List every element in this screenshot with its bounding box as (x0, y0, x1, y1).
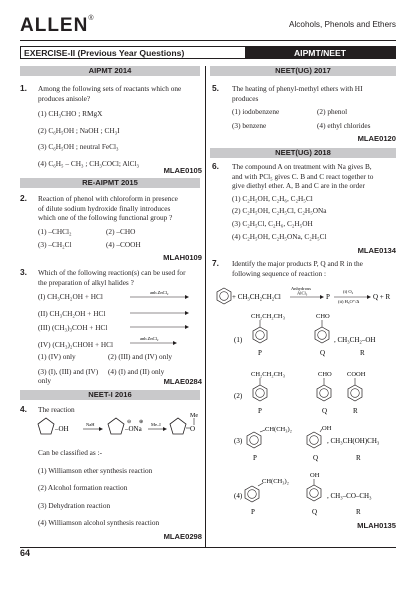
option: (1) Williamson ether synthesis reaction (38, 465, 153, 475)
svg-text:OH: OH (322, 425, 332, 432)
cyclopentane-ring (108, 418, 124, 434)
option: (4) ethyl chlorides (317, 120, 371, 130)
svg-text:AlCl₃: AlCl₃ (297, 290, 308, 296)
question-5: 5. The heating of phenyl-methyl ethers with HI produces (1) iodobenzene (2) phenol (3) benzene (4) ethyl chlorides (212, 83, 371, 130)
svg-text:R: R (356, 508, 361, 516)
option: (1) iodobenzene (232, 107, 280, 117)
option: (2) (III) and (IV) only (108, 352, 173, 361)
section-re-aipmt-2015: RE-AIPMT 2015 (20, 178, 200, 188)
question-code: MLAE0105 (163, 166, 202, 175)
option: (3) Dehydration reaction (38, 500, 111, 510)
svg-text:R: R (356, 454, 361, 462)
question-7-scheme (210, 280, 400, 535)
allen-logo: ALLEN® (20, 15, 95, 36)
reaction-III: (III) (CH₃)₃COH + HCl (38, 323, 108, 332)
question-code: MLAE0298 (163, 532, 202, 541)
svg-text:+ CH₃CH₂CH₂Cl: + CH₃CH₂CH₂Cl (232, 293, 281, 301)
section-aipmt-2014: AIPMT 2014 (20, 66, 200, 76)
option: (2) phenol (317, 107, 348, 117)
question-3: 3. Which of the following reaction(s) can be used for the preparation of alkyl halides ? (20, 267, 186, 287)
option-number: (4) (234, 492, 243, 500)
page-number: 64 (20, 548, 31, 558)
svg-text:, CH₃CH₂–OH: , CH₃CH₂–OH (334, 336, 376, 344)
option: (4) C₂H₅OH, C₂H₅ONa, C₂H₅Cl (232, 231, 327, 241)
svg-text:Anhydrous: Anhydrous (291, 286, 311, 291)
option: (3) –CH₂Cl (38, 240, 72, 250)
reaction-II: (II) CH₃CH₂OH + HCl (38, 309, 106, 318)
svg-text:CH₂CH₂CH₃: CH₂CH₂CH₃ (251, 313, 285, 320)
cyclopentane-ring (170, 418, 186, 434)
option: (2) –CHO (106, 226, 136, 236)
question-2: 2. Reaction of phenol with chloroform in presence of dilute sodium hydroxide finally introduces which one of the following functional group ? (1) –CHCl₂ (2) –CHO (3) –CH₂Cl (4) –COOH (20, 193, 178, 250)
question-code: MLAE0134 (357, 246, 396, 255)
svg-text:CH(CH₃)₂: CH(CH₃)₂ (262, 478, 289, 485)
benzene-ring (253, 327, 267, 343)
benzene-ring (348, 385, 362, 401)
reaction-IV: (IV) (CH₃)₂CHOH + HCl (38, 340, 114, 349)
option: (1) (IV) only (38, 352, 76, 361)
svg-text:Q + R: Q + R (373, 293, 391, 301)
svg-text:COOH: COOH (347, 371, 366, 378)
option-number: (3) (234, 437, 243, 445)
svg-text:Q: Q (322, 407, 328, 415)
reaction-4-scheme (28, 410, 204, 450)
svg-text:CHO: CHO (316, 313, 330, 320)
reaction-arrows (130, 288, 200, 350)
option: (4) –COOH (106, 240, 141, 250)
option: (2) C₂H₅OH, C₂H₅Cl, C₂H₅ONa (232, 206, 327, 216)
option: (1) C₂H₅OH, C₂H₆, C₂H₅Cl (232, 193, 313, 203)
svg-text:, CH₃CH(OH)CH₃: , CH₃CH(OH)CH₃ (327, 437, 380, 445)
question-code: MLAE0284 (163, 377, 202, 386)
benzene-ring (253, 385, 267, 401)
cyclopentane-ring (38, 418, 54, 434)
running-title: Alcohols, Phenols and Ethers (289, 20, 396, 29)
benzene-ring (317, 385, 331, 401)
svg-text:CHO: CHO (318, 371, 332, 378)
section-neet-ug-2018: NEET(UG) 2018 (210, 148, 396, 158)
svg-text:P: P (258, 349, 262, 357)
svg-text:CH(CH₃)₂: CH(CH₃)₂ (265, 426, 292, 433)
svg-text:Q: Q (313, 454, 319, 462)
exam-label: AIPMT/NEET (245, 47, 395, 58)
question-7: 7. Identify the major products P, Q and R in the following sequence of reaction : (212, 258, 363, 278)
benzene-ring (217, 288, 231, 304)
svg-text:–OH: –OH (55, 425, 69, 433)
option-number: (1) (234, 336, 243, 344)
question-4: 4. The reaction (20, 404, 75, 414)
condition-label: anh.ZnCl₂ (140, 336, 159, 341)
option: (2) Alcohol formation reaction (38, 483, 128, 493)
question-code: MLAE0120 (357, 134, 396, 143)
option: (4) (I) and (II) only (108, 366, 165, 376)
option-number: (2) (234, 392, 243, 400)
svg-text:⊖: ⊖ (127, 420, 132, 425)
option: (1) –CHCl₂ (38, 226, 72, 236)
option: (2) C₆H₅OH ; NaOH ; CH₃I (38, 125, 120, 135)
svg-text:P: P (251, 508, 255, 516)
option: (4) Williamson alcohol synthesis reaction (38, 518, 160, 528)
svg-text:NaH: NaH (86, 422, 95, 427)
exercise-title: EXERCISE-II (Previous Year Questions) (24, 48, 185, 58)
question-code: MLAH0135 (357, 521, 396, 530)
column-divider (205, 66, 206, 548)
header-rule (20, 40, 396, 41)
svg-text:P: P (253, 454, 257, 462)
svg-text:OH: OH (310, 472, 320, 479)
question-4-options: Can be classified as :- (1) Williamson ether synthesis reaction (2) Alcohol formation reaction (3) Dehydration reaction (4) Williamson alcohol synthesis reaction (38, 448, 202, 528)
benzene-ring (245, 486, 259, 502)
svg-text:(ii) H₃O⁺/Δ: (ii) H₃O⁺/Δ (338, 299, 360, 304)
svg-text:Me–I: Me–I (151, 422, 161, 427)
footer-rule (20, 547, 396, 548)
svg-text:R: R (360, 349, 365, 357)
svg-text:–ONa: –ONa (125, 425, 142, 433)
svg-text:Q: Q (320, 349, 326, 357)
section-neet-ug-2017: NEET(UG) 2017 (210, 66, 396, 76)
option: (3) C₆H₅OH ; neutral FeCl₃ (38, 142, 119, 152)
svg-text:⊕: ⊕ (139, 420, 144, 425)
benzene-ring (307, 432, 321, 448)
option: (3) C₂H₅Cl, C₂H₆, C₂H₅OH (232, 218, 313, 228)
svg-text:P: P (258, 407, 262, 415)
reaction-I: (I) CH₃CH₂OH + HCl (38, 292, 103, 301)
question-1: 1. Among the following sets of reactants which one produces anisole? (1) CH₃CHO ; RMgX (2) C₆H₅OH ; NaOH ; CH₃I (3) C₆H₅OH ; neutral FeCl₃ (4) C₆H₅ – CH₃ ; CH₃COCl; AlCl₃ (20, 84, 202, 169)
benzene-ring (247, 432, 261, 448)
question-6: 6. The compound A on treatment with Na gives B, and with PCl₅ gives C. B and C react together to give diethyl ether. A, B and C are in the order (1) C₂H₅OH, C₂H₆, C₂H₅Cl (2) C₂H₅OH, C₂H₅Cl, C₂H₅ONa (3) C₂H₅Cl, C₂H₆, C₂H₅OH (4) C₂H₅OH, C₂H₅ONa, C₂H₅Cl (212, 162, 396, 241)
option: (1) CH₃CHO ; RMgX (38, 109, 103, 119)
condition-label: anh.ZnCl₂ (150, 290, 169, 295)
benzene-ring (307, 485, 321, 501)
option: (3) benzene (232, 120, 267, 130)
benzene-ring (315, 327, 329, 343)
svg-text:(i) O₂: (i) O₂ (343, 289, 354, 294)
svg-text:CH₂CH₂CH₃: CH₂CH₂CH₃ (251, 371, 285, 378)
option: (3) (I), (III) and (IV) only (38, 366, 99, 386)
svg-text:, CH₃–CO–CH₃: , CH₃–CO–CH₃ (327, 492, 372, 500)
svg-text:P: P (326, 293, 330, 301)
svg-text:O: O (190, 425, 196, 433)
option: (4) C₆H₅ – CH₃ ; CH₃COCl; AlCl₃ (38, 158, 140, 168)
svg-text:R: R (353, 407, 358, 415)
question-code: MLAH0109 (163, 253, 202, 262)
section-neet-i-2016: NEET-I 2016 (20, 390, 200, 400)
svg-text:Me: Me (190, 413, 198, 419)
svg-text:Q: Q (312, 508, 318, 516)
exercise-bar (20, 46, 396, 59)
